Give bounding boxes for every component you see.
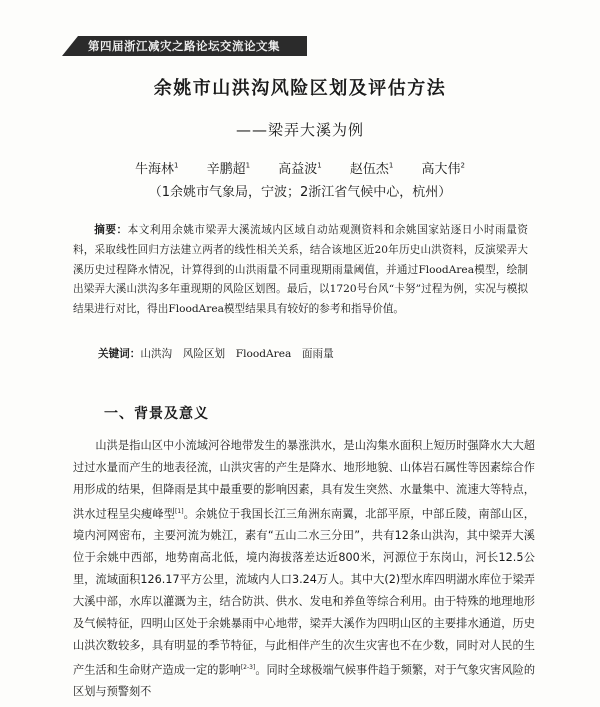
author: 高益波$^1$ — [278, 161, 322, 177]
citation: [1] — [175, 507, 184, 515]
body-paragraph: 山洪是指山区中小流域河谷地带发生的暴涨洪水，是山沟集水面积上短历时强降水大大超过过水量而产生的地表径流，山洪灾害的产生是降水、地形地貌、山体岩石属性等因素综合作用形成的结果，但降雨是其中最重要的影响因素，具有发生突然、水量集中、流速大等特点，洪水过程呈尖瘦峰型[1]。余姚位于我国长江三角洲东南翼，北部平原，中部丘陵，南部山区，境内河网密布，主要河流为姚江，素有“五山二水三分田”，共有12条山洪沟，其中梁弄大溪位于余姚中西部，地势南高北低，境内海拔落差达近800米，河源位于东岗山，河长12.5公里，流域面积126.17平方公里，流域内人口3.24万人。其中大(2)型水库四明湖水库位于梁弄大溪中部，水库以灌溉为主，结合防洪、供水、发电和养鱼等综合利用。由于特殊的地理地形及气候特征，四明山区处于余姚暴雨中心地带，梁弄大溪作为四明山区的主要排水通道，历史山洪次数较多，具有明显的季节特征，与此相伴产生的次生灾害也不在少数，同时对人民的生产生活和生命财产造成一定的影响[2-3]。同时全球极端气候事件趋于频繁，对于气象灾害风险的区划与预警刻不 — [73, 439, 536, 699]
author: 辛鹏超$^1$ — [206, 161, 251, 177]
keywords — [98, 344, 528, 364]
citation: [2-3] — [240, 663, 256, 671]
proceedings-banner: 第四届浙江减灾之路论坛交流论文集 — [62, 36, 307, 56]
abstract-label: 摘要： — [94, 224, 128, 236]
abstract — [73, 221, 528, 320]
author: 牛海林$^1$ — [135, 161, 179, 177]
author: 赵伍杰$^1$ — [349, 161, 394, 177]
paper-subtitle: ——梁弄大溪为例 — [235, 121, 364, 139]
author-list — [0, 158, 600, 177]
author-affiliation: （1余姚市气象局，宁波；2浙江省气候中心，杭州） — [148, 185, 452, 200]
author: 高大伟$^2$ — [421, 161, 465, 177]
keywords-text: 山洪沟 风险区划 FloodArea 面雨量 — [140, 348, 334, 360]
keywords-label: 关键词： — [98, 348, 141, 360]
paper-title: 余姚市山洪沟风险区划及评估方法 — [153, 78, 447, 99]
section-heading: 一、背景及意义 — [104, 406, 209, 422]
abstract-text: 本文利用余姚市梁弄大溪流域内区域自动站观测资料和余姚国家站逐日小时雨量资料，采取线性回归方法建立两者的线性相关关系，结合该地区近20年历史山洪资料，反演梁弄大溪历史过程降水情况，计算得到的山洪雨量不同重现期雨量阈值，并通过FloodArea模型，绘制出梁弄大溪山洪沟多年重现期的风险区划图。最后，以1720号台风“卡努”过程为例，实况与模拟结果进行对比，得出FloodArea模型结果具有较好的参考和指导价值。 — [73, 224, 529, 316]
